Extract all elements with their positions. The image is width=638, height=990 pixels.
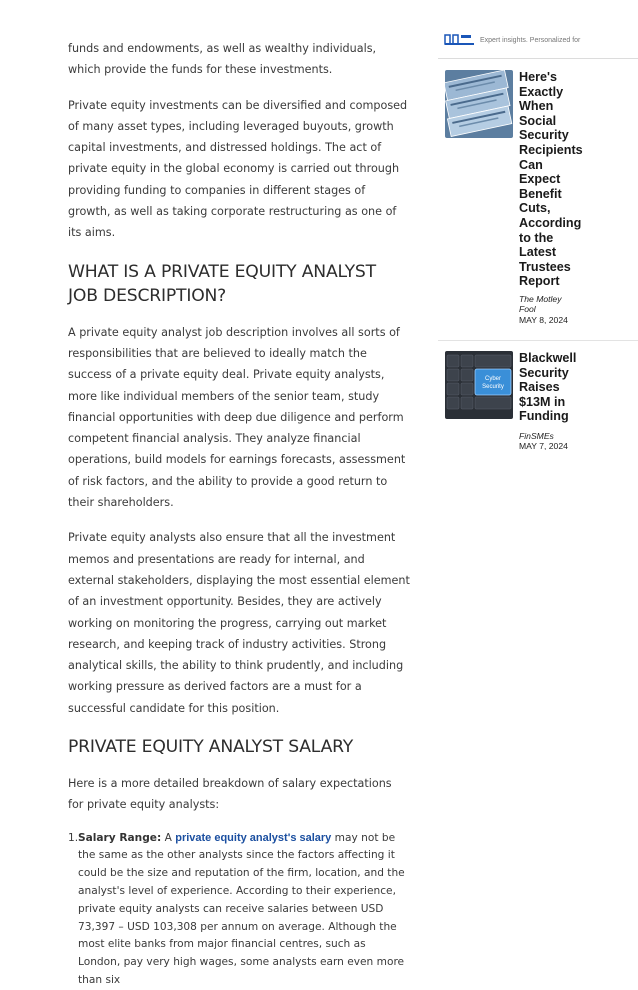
salary-list (68, 830, 410, 990)
paragraph-diversified: Private equity investments can be diversified and composed of many asset types, including leveraged buyouts, growth capital investments, and distressed holdings. The act of private equity in the global economy is carried out through providing funding to companies in different stages of growth, as well as taking corporate restructuring as one of its aims. (68, 98, 408, 240)
paragraph-salary-intro: Here is a more detailed breakdown of salary expectations for private equity analysts: (68, 777, 392, 812)
paragraph-job-description-2: Private equity analysts also ensure that all the investment memos and presentations are ready for internal, and external stakeholders, displaying the most essential element of an investment opportunity. Besides, they are actively working on monitoring the progress, carrying out market research, and keeping track of industry activities. Strong analytical skills, the ability to think prudently, and including working pressure as derived factors are a must for a successful candidate for this position. (68, 531, 410, 715)
paragraph-job-description-1: A private equity analyst job description involves all sorts of responsibilities that are believed to ideally match the success of a private equity deal. Private equity analysts, more like individual members of the senior team, study financial opportunities with deep due diligence and perform competent financial analysis. They analyze financial operations, build models for earnings forecasts, assessment of risk factors, and the ability to provide a good return to their shareholders. (68, 325, 406, 510)
brand-tagline: Expert insights. Personalized for (480, 37, 581, 44)
sidebar (438, 30, 638, 471)
article-body (68, 38, 410, 990)
sidebar-card[interactable] (438, 70, 638, 340)
heading-salary: PRIVATE EQUITY ANALYST SALARY (68, 737, 354, 758)
sidebar-brand-bar (438, 30, 638, 59)
salary-link[interactable]: private equity analyst's salary (175, 831, 332, 844)
card-date: MAY 8, 2024 (519, 315, 568, 325)
card-title[interactable]: Here's Exactly When Social Security Recipients Can Expect Benefit Cuts, According to the Latest Trustees Report (519, 70, 583, 289)
list-item-number: 1. (68, 831, 79, 844)
card-source: FinSMEs (519, 431, 554, 441)
list-item-text: may not be the same as the other analysts since the factors affecting it could be the size and reputation of the firm, location, and the analyst's level of experience. According to their experience, private equity analysts can receive salaries between USD 73,397 – USD 103,308 per annum on average. Although the most elite banks from major financial centres, such as London, pay very high wages, some analysts earn even more than six (78, 831, 405, 986)
svg-text:Cyber: Cyber (484, 376, 502, 382)
sidebar-card[interactable] (438, 340, 638, 471)
card-date: MAY 7, 2024 (519, 441, 568, 451)
brand-logo-icon (444, 34, 474, 46)
social-security-cards-image (445, 70, 513, 138)
svg-text:Security: Security (482, 384, 504, 390)
list-item-label: Salary Range: (78, 831, 162, 844)
list-item-lead: A (161, 831, 176, 844)
heading-job-description: WHAT IS A PRIVATE EQUITY ANALYST JOB DESCRIPTION? (68, 261, 376, 306)
cyber-security-keyboard-image (445, 351, 513, 419)
card-title[interactable]: Blackwell Security Raises $13M in Funding (519, 351, 577, 424)
paragraph-intro-end: funds and endowments, as well as wealthy individuals, which provide the funds for these investments. (68, 42, 377, 77)
list-item (68, 830, 410, 990)
card-source: The Motley Fool (519, 294, 562, 314)
